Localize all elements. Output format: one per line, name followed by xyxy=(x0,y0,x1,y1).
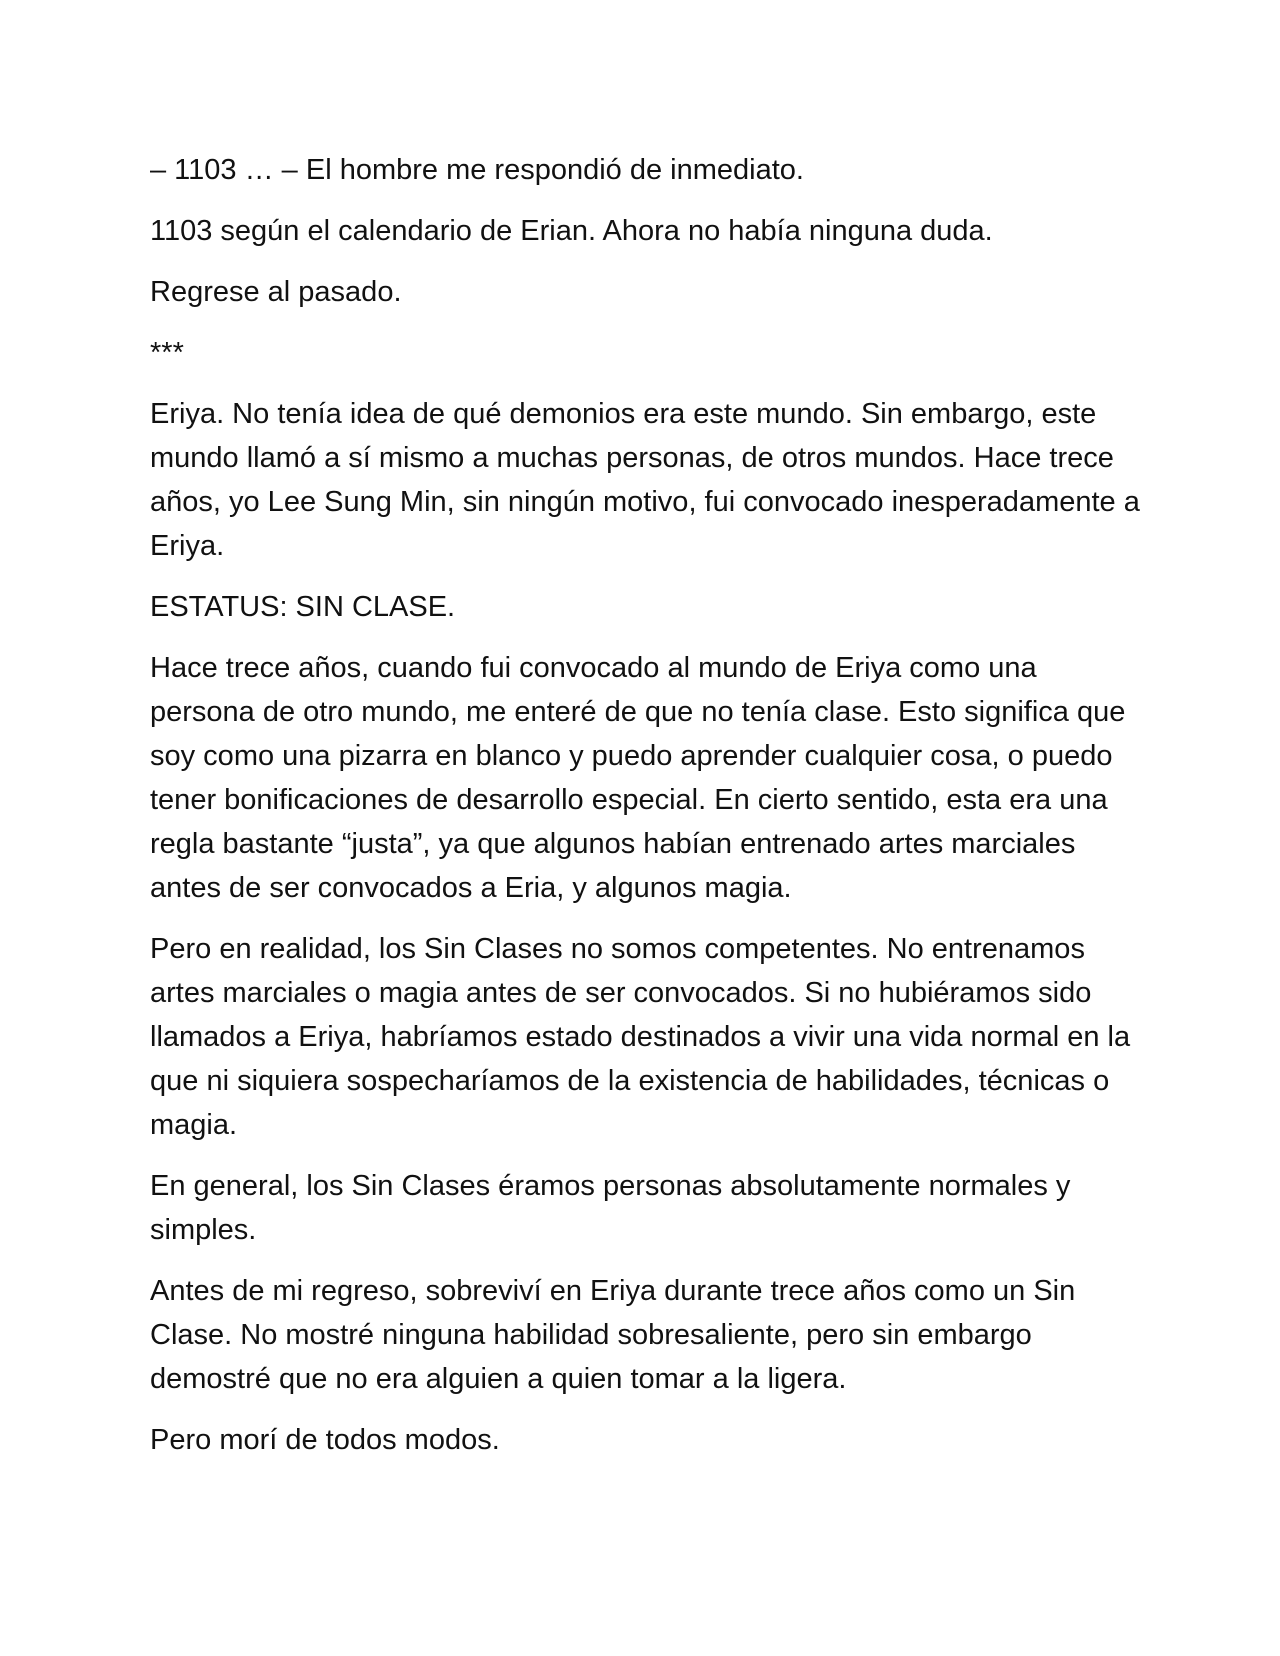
paragraph: En general, los Sin Clases éramos personas absolutamente normales y simples. xyxy=(150,1170,1071,1246)
document-body xyxy=(150,148,1140,1479)
paragraph: Pero morí de todos modos. xyxy=(150,1424,500,1456)
status-line: ESTATUS: SIN CLASE. xyxy=(150,591,456,623)
paragraph: 1103 según el calendario de Erian. Ahora no había ninguna duda. xyxy=(150,215,993,247)
paragraph: Pero en realidad, los Sin Clases no somos competentes. No entrenamos artes marciales o magia antes de ser convocados. Si no hubiéramos sido llamados a Eriya, habríamos estado destinados a vivir una vida normal en la que ni siquiera sospecharíamos de la existencia de habilidades, técnicas o magia. xyxy=(150,933,1131,1141)
paragraph: – 1103 … – El hombre me respondió de inmediato. xyxy=(150,154,804,186)
paragraph: Antes de mi regreso, sobreviví en Eriya durante trece años como un Sin Clase. No mostré ninguna habilidad sobresaliente, pero sin embargo demostré que no era alguien a quien tomar a la ligera. xyxy=(150,1275,1076,1395)
scene-break: *** xyxy=(150,337,184,369)
paragraph: Regrese al pasado. xyxy=(150,276,402,308)
paragraph: Hace trece años, cuando fui convocado al mundo de Eriya como una persona de otro mundo, me enteré de que no tenía clase. Esto significa que soy como una pizarra en blanco y puedo aprender cualquier cosa, o puedo tener bonificaciones de desarrollo especial. En cierto sentido, esta era una regla bastante “justa”, ya que algunos habían entrenado artes marciales antes de ser convocados a Eria, y algunos magia. xyxy=(150,652,1126,904)
paragraph: Eriya. No tenía idea de qué demonios era este mundo. Sin embargo, este mundo llamó a sí mismo a muchas personas, de otros mundos. Hace trece años, yo Lee Sung Min, sin ningún motivo, fui convocado inesperadamente a Eriya. xyxy=(150,398,1140,562)
